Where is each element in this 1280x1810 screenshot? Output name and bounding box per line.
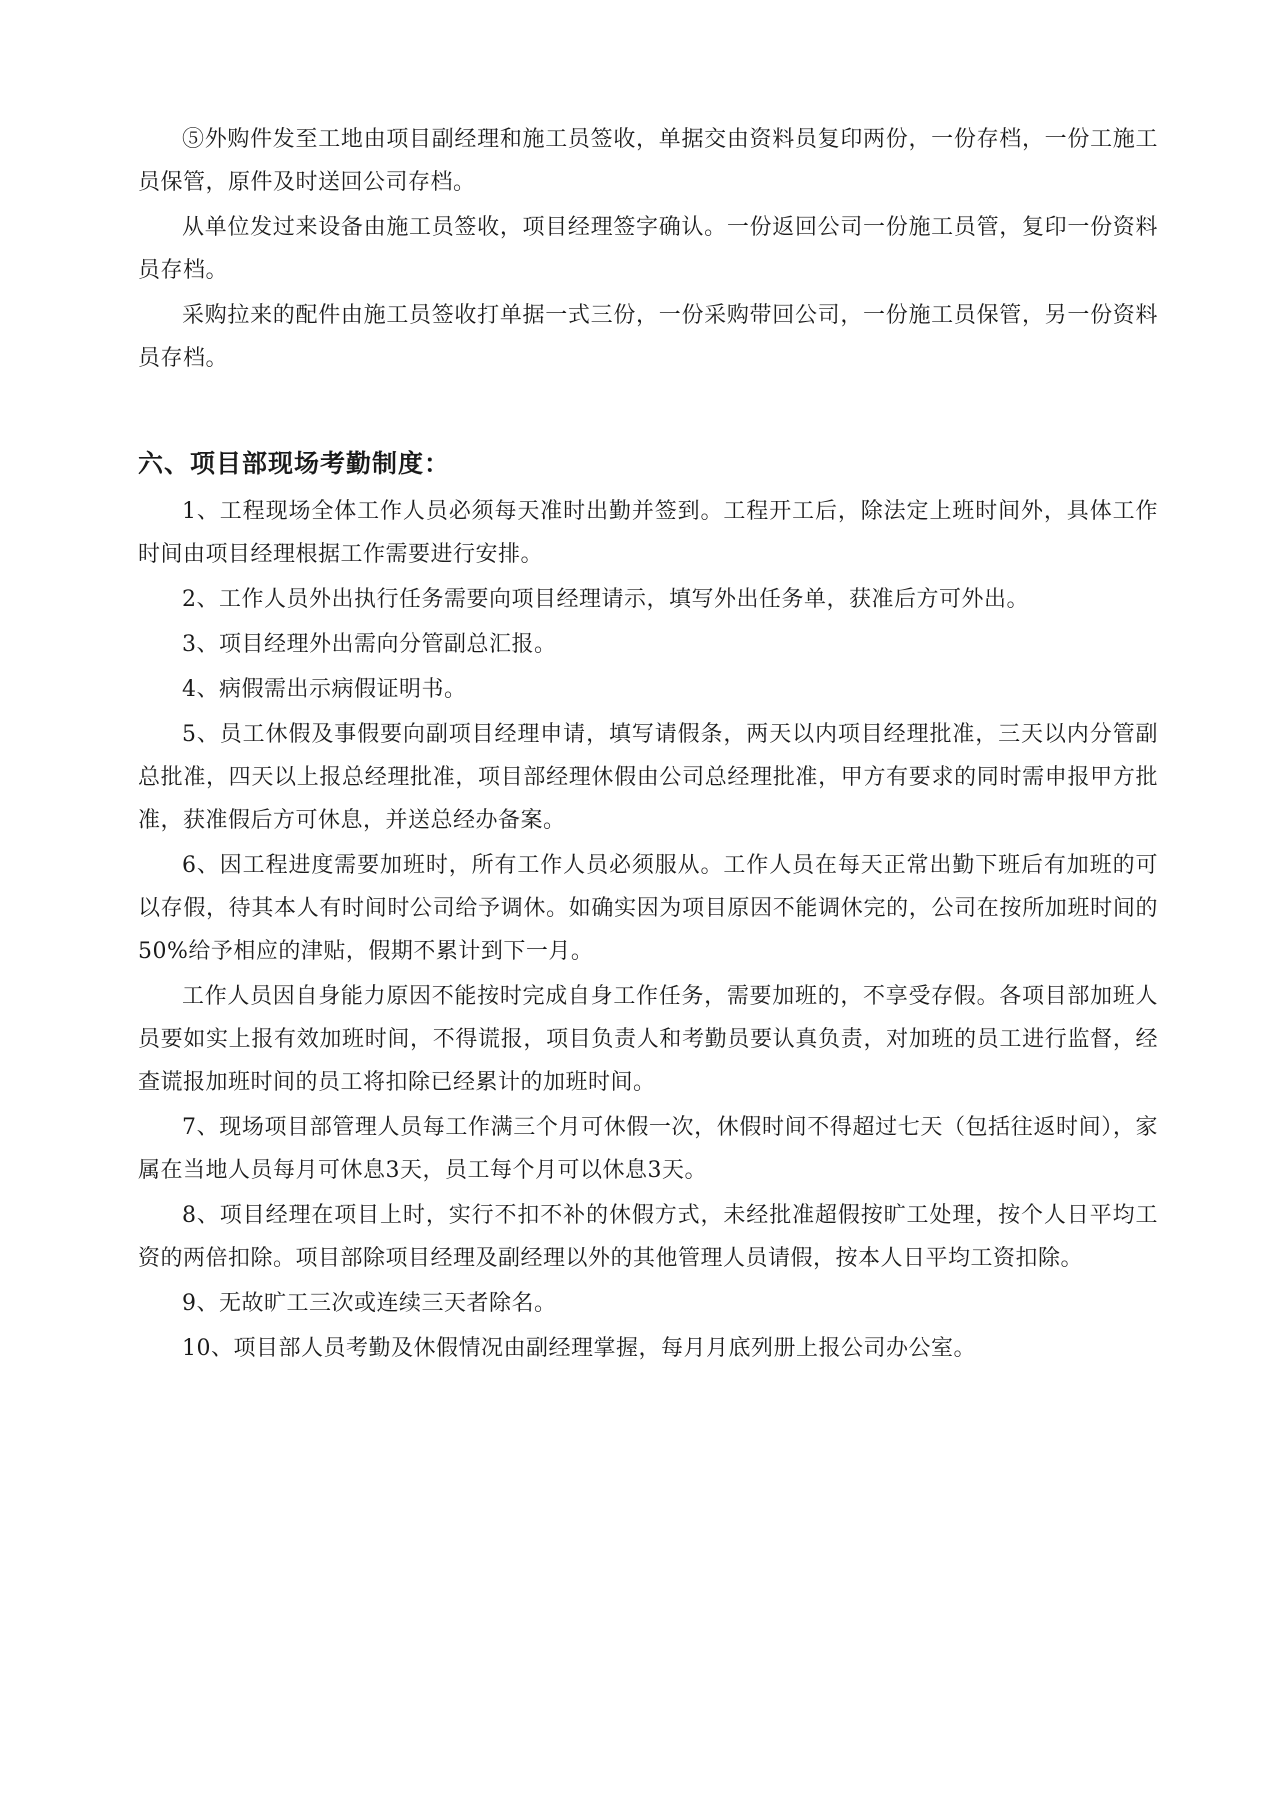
- attendance-rules: [138, 490, 1158, 1370]
- rule-7-vacation: 7、现场项目部管理人员每工作满三个月可休假一次，休假时间不得超过七天（包括往返时间），家属在当地人员每月可休息3天，员工每个月可以休息3天。: [138, 1115, 1158, 1183]
- rule-8-manager-leave: 8、项目经理在项目上时，实行不扣不补的休假方式，未经批准超假按旷工处理，按个人日平均工资的两倍扣除。项目部除项目经理及副经理以外的其他管理人员请假，按本人日平均工资扣除。: [138, 1203, 1158, 1271]
- rule-2-going-out: 2、工作人员外出执行任务需要向项目经理请示，填写外出任务单，获准后方可外出。: [182, 587, 1029, 612]
- rule-6-overtime: 6、因工程进度需要加班时，所有工作人员必须服从。工作人员在每天正常出勤下班后有加班的可以存假，待其本人有时间时公司给予调休。如确实因为项目原因不能调休完的，公司在按所加班时间的50%给予相应的津贴，假期不累计到下一月。: [138, 853, 1158, 964]
- intro-block: [138, 118, 1158, 380]
- rule-4-sick-leave: 4、病假需出示病假证明书。: [182, 677, 467, 702]
- rule-5-leave-approval: 5、员工休假及事假要向副项目经理申请，填写请假条，两天以内项目经理批准，三天以内分管副总批准，四天以上报总经理批准，项目部经理休假由公司总经理批准，甲方有要求的同时需申报甲方批准，获准假后方可休息，并送总经办备案。: [138, 722, 1158, 833]
- rule-1-daily-attendance: 1、工程现场全体工作人员必须每天准时出勤并签到。工程开工后，除法定上班时间外，具体工作时间由项目经理根据工作需要进行安排。: [138, 499, 1158, 567]
- paragraph-outsourced-parts: ⑤外购件发至工地由项目副经理和施工员签收，单据交由资料员复印两份，一份存档，一份工施工员保管，原件及时送回公司存档。: [138, 127, 1158, 195]
- rule-10-attendance-records: 10、项目部人员考勤及休假情况由副经理掌握，每月月底列册上报公司办公室。: [182, 1336, 976, 1361]
- rule-6-overtime-supplement: 工作人员因自身能力原因不能按时完成自身工作任务，需要加班的，不享受存假。各项目部加班人员要如实上报有效加班时间，不得谎报，项目负责人和考勤员要认真负责，对加班的员工进行监督，经查谎报加班时间的员工将扣除已经累计的加班时间。: [138, 984, 1158, 1095]
- paragraph-equipment-receipt: 从单位发过来设备由施工员签收，项目经理签字确认。一份返回公司一份施工员管，复印一份资料员存档。: [138, 215, 1158, 283]
- rule-3-manager-reporting: 3、项目经理外出需向分管副总汇报。: [182, 632, 557, 657]
- paragraph-purchased-accessories: 采购拉来的配件由施工员签收打单据一式三份，一份采购带回公司，一份施工员保管，另一份资料员存档。: [138, 303, 1158, 371]
- rule-9-absenteeism: 9、无故旷工三次或连续三天者除名。: [182, 1291, 557, 1316]
- section-heading-attendance: 六、项目部现场考勤制度：: [138, 449, 451, 478]
